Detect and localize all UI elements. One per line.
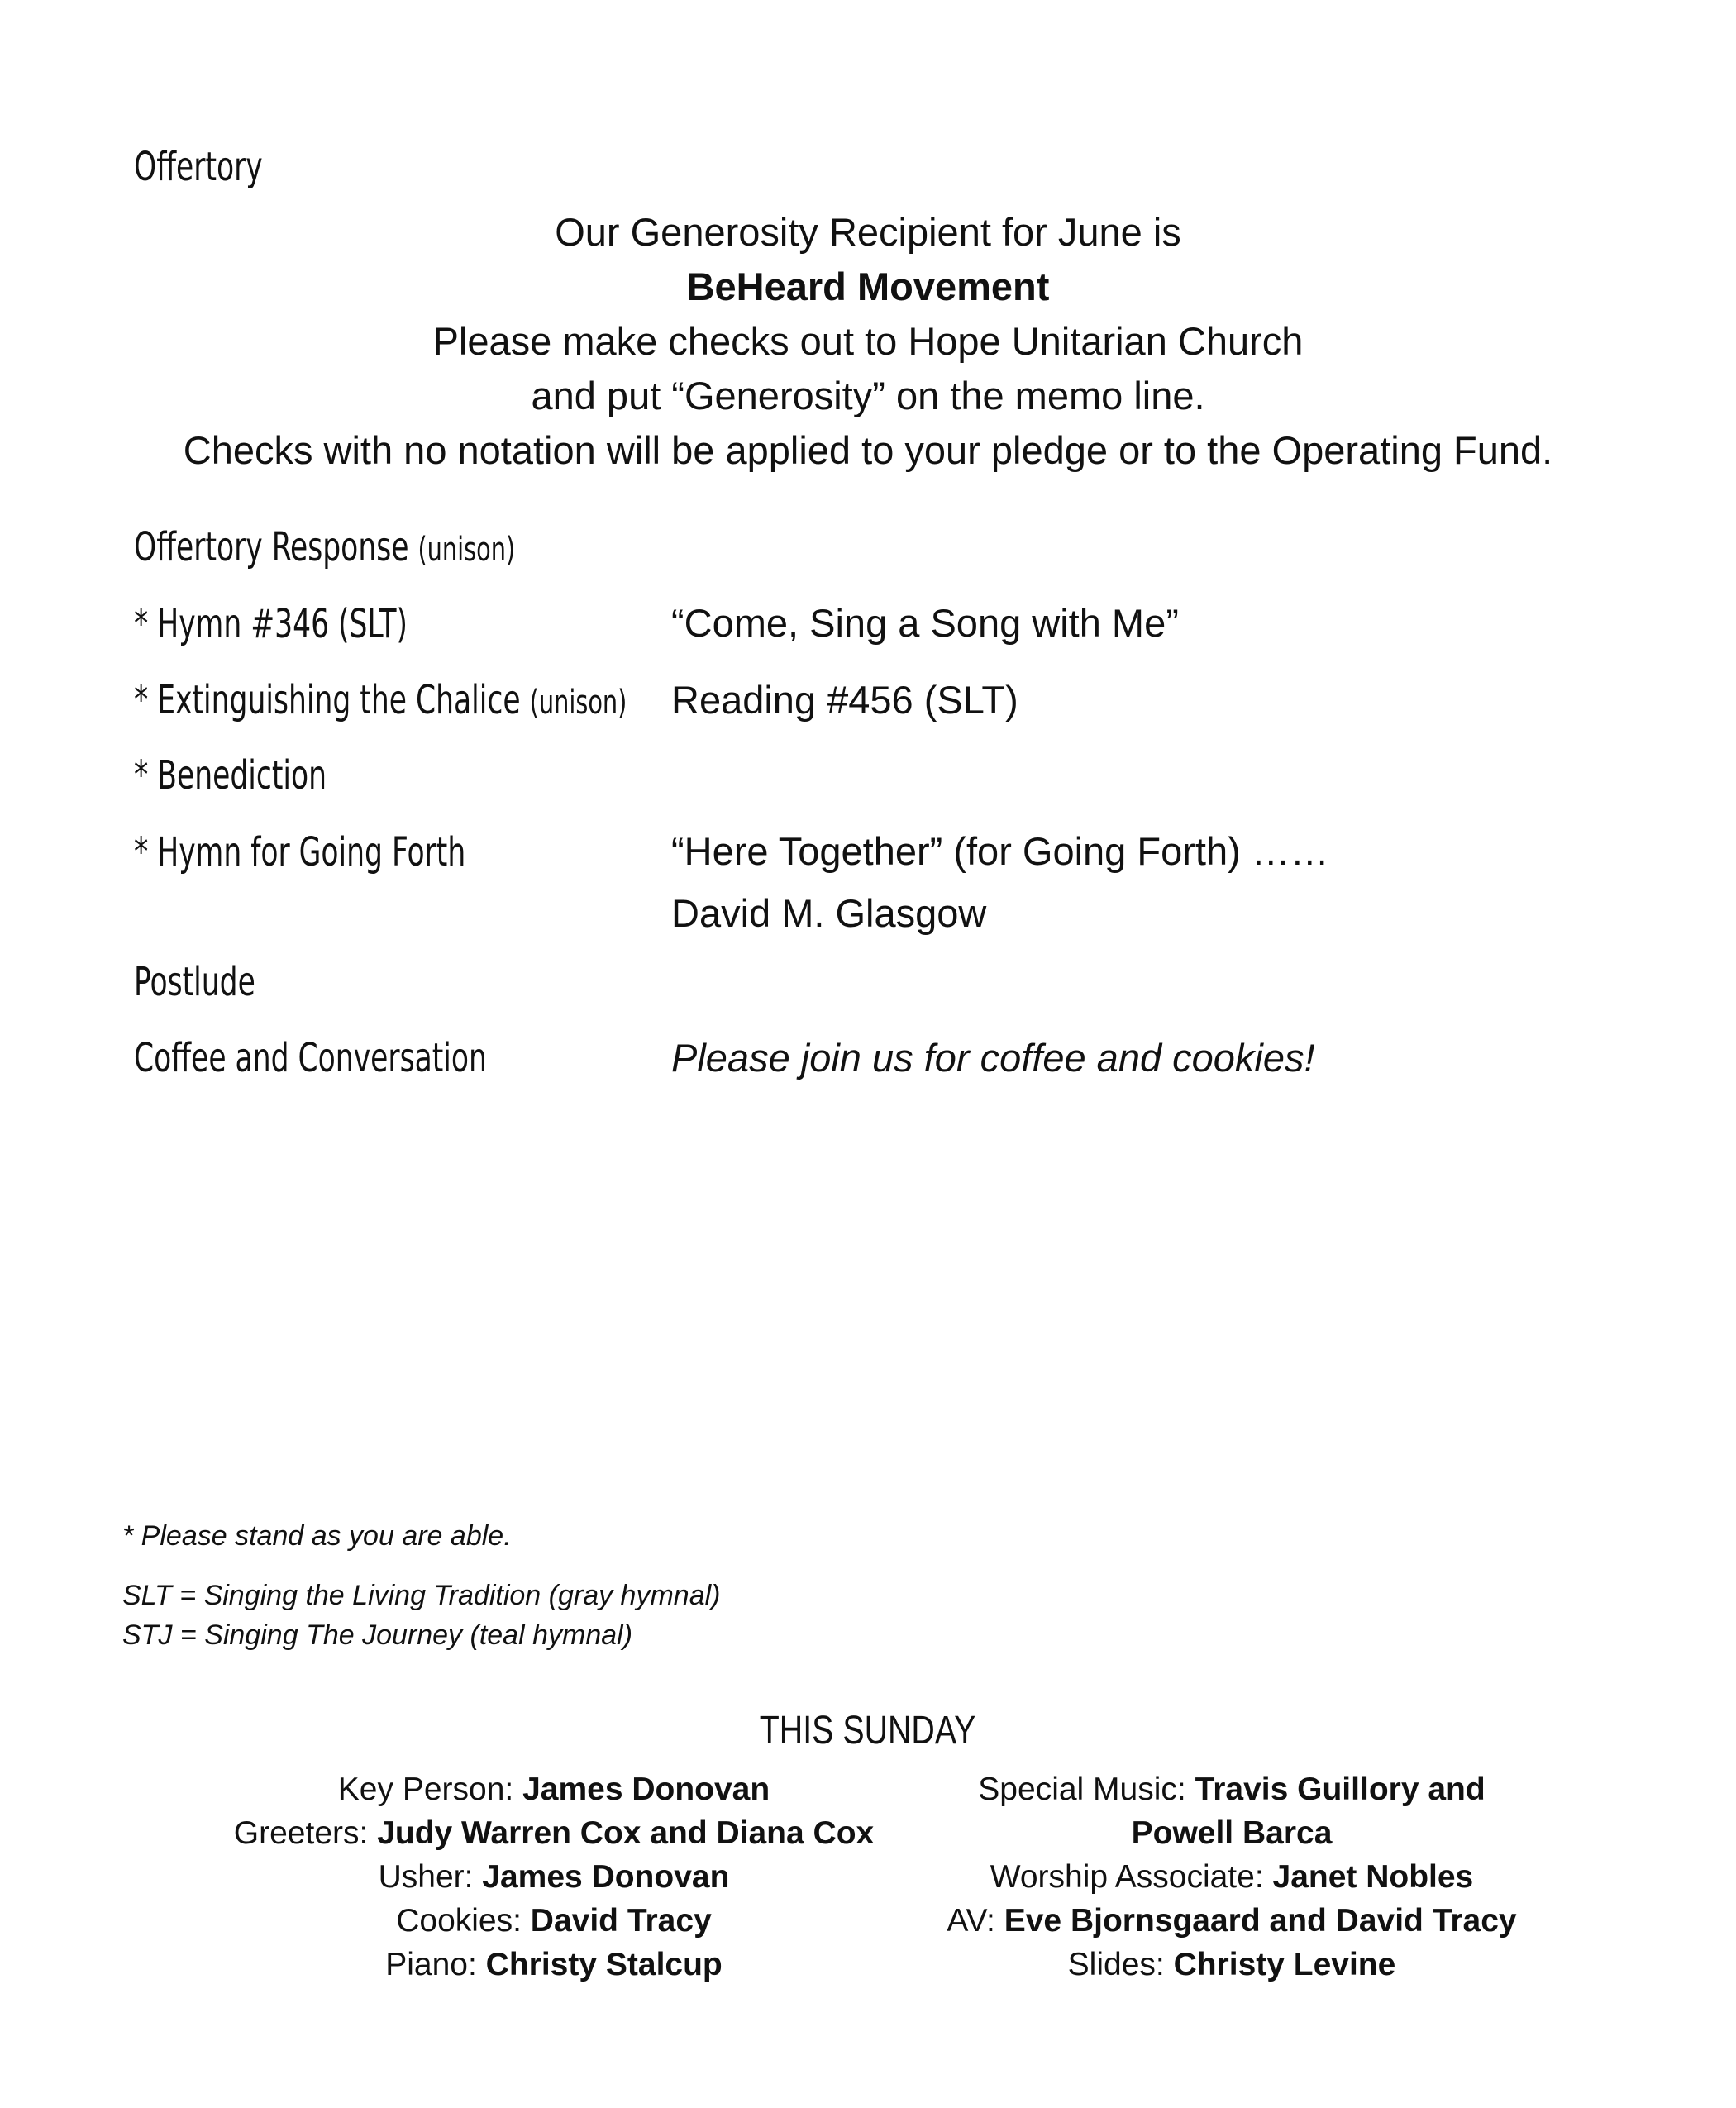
volunteer-row: Slides: Christy Levine: [1067, 1947, 1396, 1982]
volunteer-row: Special Music: Travis Guillory and: [978, 1772, 1486, 1807]
coffee-label: Coffee and Conversation: [134, 1035, 487, 1081]
hymn-346-item: [134, 599, 476, 649]
benediction-item: [134, 751, 374, 800]
hymn-going-forth-item: [134, 827, 549, 877]
generosity-intro: Our Generosity Recipient for June is: [555, 210, 1181, 254]
hymn-going-forth-title: “Here Together” (for Going Forth) ……: [671, 829, 1329, 873]
offertory-heading: Offertory: [134, 144, 263, 190]
volunteer-row: Key Person: James Donovan: [337, 1772, 770, 1807]
unison-note: (unison): [417, 531, 516, 569]
volunteer-row: Powell Barca: [1131, 1815, 1333, 1851]
extinguishing-label: * Extinguishing the Chalice (unison): [134, 677, 627, 723]
slt-legend: SLT = Singing the Living Tradition (gray hymnal): [122, 1580, 721, 1611]
hymn-346-title: “Come, Sing a Song with Me”: [671, 601, 1179, 645]
coffee-item: [134, 1033, 575, 1083]
volunteer-row: AV: Eve Bjornsgaard and David Tracy: [947, 1903, 1517, 1939]
volunteer-row: Greeters: Judy Warren Cox and Diana Cox: [233, 1815, 875, 1851]
extinguishing-item: [134, 675, 751, 727]
unison-note: (unison): [529, 684, 627, 722]
hymn-going-forth-label: * Hymn for Going Forth: [134, 829, 466, 875]
memo-instruction: and put “Generosity” on the memo line.: [531, 374, 1205, 417]
generosity-recipient: BeHeard Movement: [686, 265, 1050, 308]
stand-note: * Please stand as you are able.: [122, 1520, 512, 1552]
volunteer-row: Worship Associate: Janet Nobles: [990, 1859, 1474, 1895]
this-sunday-heading: THIS SUNDAY: [760, 1709, 976, 1753]
postlude-label: Postlude: [134, 959, 255, 1005]
volunteer-row: Usher: James Donovan: [378, 1859, 730, 1895]
checks-instruction: Please make checks out to Hope Unitarian Church: [432, 319, 1304, 363]
hymn-346-label: * Hymn #346 (SLT): [134, 601, 408, 647]
offertory-response-label: Offertory Response (unison): [134, 524, 516, 570]
notation-note: Checks with no notation will be applied to your pledge or to the Operating Fund.: [183, 428, 1553, 472]
benediction-label: * Benediction: [134, 752, 327, 799]
hymn-going-forth-composer: David M. Glasgow: [671, 891, 987, 935]
this-sunday-right-column: [860, 1767, 1604, 1986]
extinguishing-reading: Reading #456 (SLT): [671, 678, 1018, 722]
coffee-invitation: Please join us for coffee and cookies!: [671, 1036, 1315, 1080]
offertory-response-item: [134, 522, 611, 575]
volunteer-row: Cookies: David Tracy: [396, 1903, 712, 1939]
postlude-item: [134, 957, 286, 1007]
volunteer-row: Piano: Christy Stalcup: [385, 1947, 723, 1982]
generosity-block: [83, 205, 1653, 478]
stj-legend: STJ = Singing The Journey (teal hymnal): [122, 1619, 633, 1651]
